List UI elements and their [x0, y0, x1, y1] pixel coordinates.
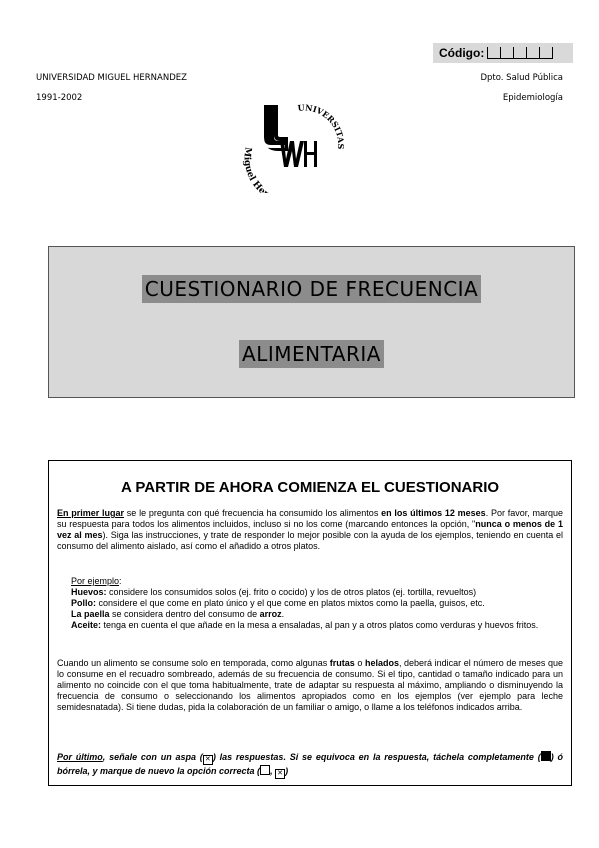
p3-text-b: ) las respuestas. Si se equivoca en la respuesta, táchela completamente (	[212, 752, 541, 762]
p1-text-b: en los últimos 12 meses	[381, 508, 486, 518]
examples-label: Por ejemplo	[71, 576, 120, 586]
p2-frutas: frutas	[329, 658, 355, 668]
codigo-label: Código:	[439, 46, 485, 60]
codigo-slot[interactable]	[513, 47, 526, 59]
p3-text-e: )	[285, 766, 289, 776]
instructions-box	[48, 460, 572, 786]
example-huevos-key: Huevos:	[71, 587, 107, 597]
p3-text-d: ,	[270, 766, 276, 776]
title-box	[48, 246, 575, 398]
p2-text-e: , deberá indicar el número de meses que lo consume en el recuadro sombreado, además de su frecuencia de consumo. Si el tipo, cantidad o tamaño indicado para un alimento no coincide con el que toma habitualmente, trate de adaptar su respuesta al máximo, ampliando o disminuyendo la frecuencia de consumo o seleccionando los alimentos apropiados como en los ejemplos (ver ejemplo para leche semidesnatada). Si tiene dudas, pida la colaboración de un familiar o amigo, o llame a los teléfonos indicados arriba.	[57, 658, 563, 712]
cross-box-icon: ✕	[203, 755, 213, 765]
cross-box-icon: ✕	[275, 769, 285, 779]
p2-text-c: o	[354, 658, 365, 668]
logo-arc-text: UNIVERSITAS	[297, 102, 347, 150]
title-line-2: ALIMENTARIA	[239, 340, 384, 368]
example-paella-arroz: arroz	[259, 609, 282, 619]
instructions-heading: A PARTIR DE AHORA COMIENZA EL CUESTIONARIO	[120, 479, 500, 496]
university-logo	[240, 97, 352, 193]
codigo-box	[433, 43, 573, 63]
p1-text-a: se le pregunta con qué frecuencia ha consumido los alimentos	[124, 508, 382, 518]
instructions-paragraph-1	[57, 508, 563, 552]
p1-text-d: nunca o menos de 1 vez al mes	[57, 519, 563, 540]
example-pollo-key: Pollo:	[71, 598, 96, 608]
example-pollo-text: considere el que come en plato único y el que come en platos mixtos como la paella, guisos, etc.	[96, 598, 485, 608]
department: Dpto. Salud Pública	[480, 73, 563, 83]
example-aceite-key: Aceite:	[71, 620, 102, 630]
university-seal-icon	[240, 97, 352, 193]
subdepartment: Epidemiología	[502, 93, 563, 103]
empty-box-icon	[260, 765, 270, 775]
filled-box-icon	[541, 751, 551, 761]
p2-text-a: Cuando un alimento se consume solo en temporada, como algunas	[57, 658, 330, 668]
p1-text-e: ). Siga las instrucciones, y trate de responder lo mejor posible con la ayuda de los ejemplos, teniendo en cuenta el consumo del alimento aislado, así como el añadido a otros platos.	[57, 530, 564, 551]
codigo-slots[interactable]	[487, 47, 553, 59]
example-paella-text: se considera dentro del consumo de	[109, 609, 260, 619]
p3-text-c: ) ó bórrela, y marque de nuevo la opción correcta (	[57, 752, 563, 776]
p2-helados: helados	[364, 658, 399, 668]
codigo-slot[interactable]	[500, 47, 513, 59]
instructions-paragraph-2	[57, 658, 563, 713]
p3-text-a: , señale con un aspa (	[102, 752, 203, 762]
instructions-paragraph-3	[57, 751, 563, 779]
examples-block	[71, 576, 561, 631]
p1-text-c: . Por favor, marque su respuesta para todos los alimentos incluidos, incluso si no los come (marcando entonces la opción, "	[57, 508, 564, 529]
p3-lead: Por último	[57, 752, 103, 762]
years: 1991-2002	[36, 93, 83, 103]
codigo-slot[interactable]	[487, 47, 500, 59]
p1-lead: En primer lugar	[57, 508, 125, 518]
title-line-1: CUESTIONARIO DE FRECUENCIA	[142, 275, 482, 303]
example-huevos-text: considere los consumidos solos (ej. frito o cocido) y los de otros platos (ej. tortilla, revueltos)	[106, 587, 477, 597]
codigo-slot[interactable]	[526, 47, 539, 59]
examples-colon: :	[119, 576, 122, 586]
university-name: UNIVERSIDAD MIGUEL HERNANDEZ	[36, 73, 187, 83]
codigo-slot[interactable]	[539, 47, 553, 59]
example-aceite-text: tenga en cuenta el que añade en la mesa a ensaladas, al pan y a otros platos como verduras y huevos fritos.	[101, 620, 539, 630]
example-paella-key: La paella	[71, 609, 110, 619]
logo-arc-text2: Miguel He	[241, 146, 267, 193]
example-paella-dot: .	[281, 609, 285, 619]
